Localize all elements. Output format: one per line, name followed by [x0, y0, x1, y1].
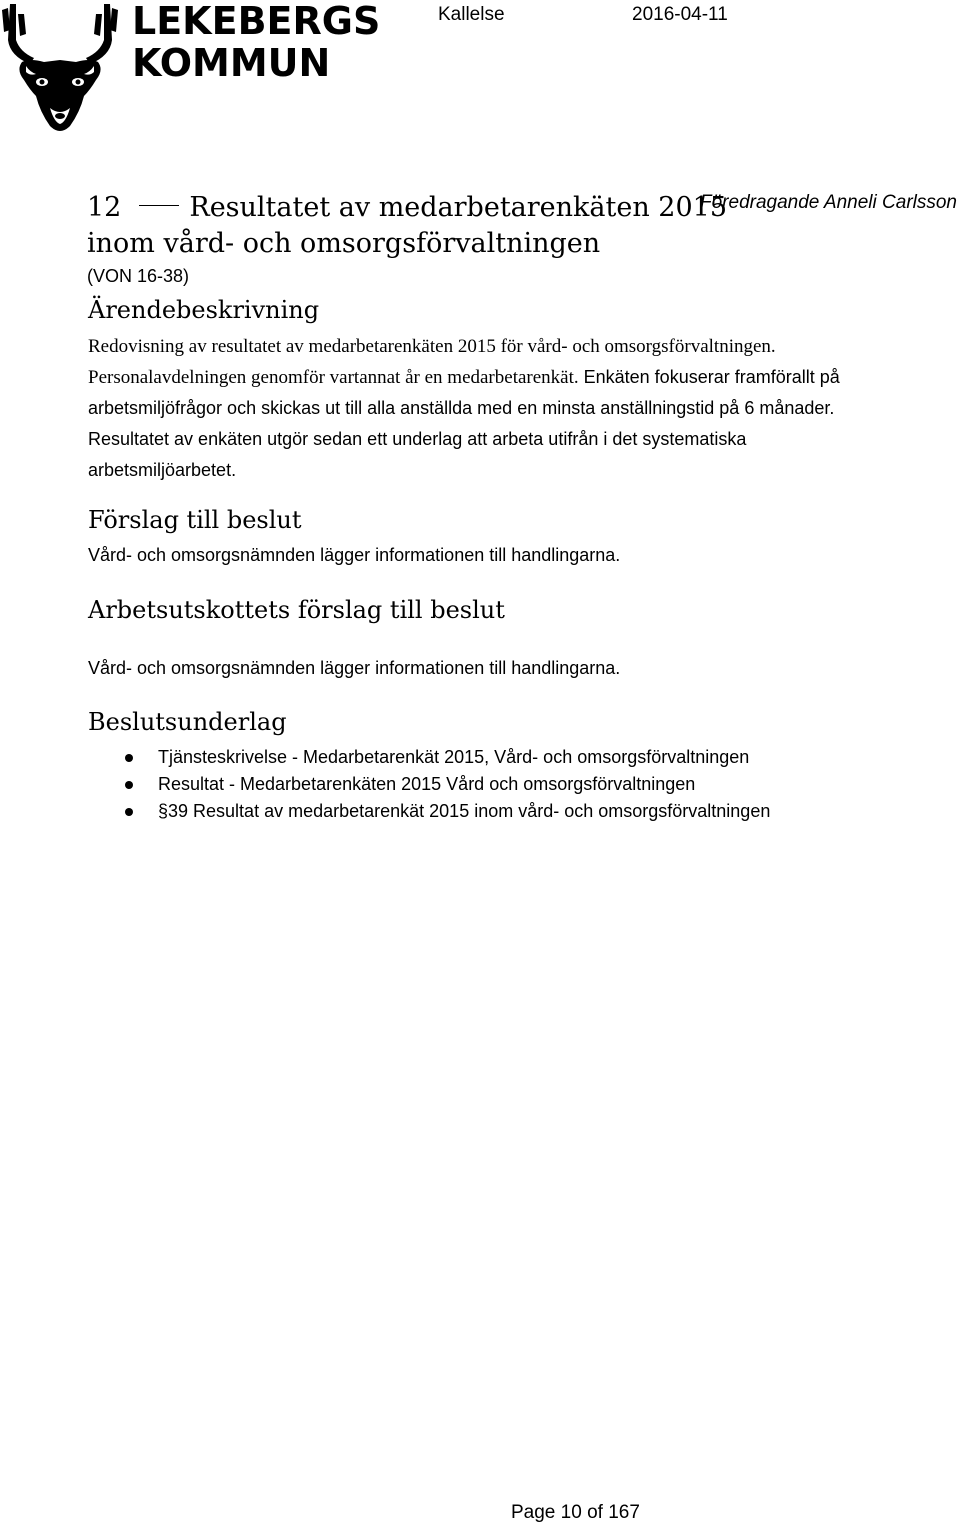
proposal-text [88, 540, 958, 571]
basis-item [120, 771, 770, 798]
bullet-icon [125, 808, 133, 816]
item-title [87, 190, 727, 262]
bullet-icon [125, 781, 133, 789]
proposal-heading: Förslag till beslut [88, 506, 302, 534]
description-text [88, 331, 958, 486]
basis-item [120, 744, 770, 771]
document-date: 2016-04-11 [632, 4, 728, 25]
wordmark-line2: KOMMUN [132, 41, 331, 85]
item-title-line2: inom vård- och omsorgsförvaltningen [87, 228, 601, 259]
description-heading: Ärendebeskrivning [88, 296, 320, 324]
description-line: arbetsmiljöarbetet. [88, 460, 237, 480]
basis-item-text: Tjänsteskrivelse - Medarbetarenkät 2015, Vård- och omsorgsförvaltningen [158, 747, 750, 767]
basis-list [120, 744, 770, 825]
item-title-line1 [87, 190, 727, 226]
basis-item [120, 798, 770, 825]
wordmark-line1: LEKEBERGS [132, 0, 381, 43]
municipality-wordmark [132, 0, 380, 84]
municipality-logo [0, 0, 120, 140]
description-line: arbetsmiljöfrågor och skickas ut till alla anställda med en minsta anställningstid på 6 månader. [88, 398, 835, 418]
proposal-line: Vård- och omsorgsnämnden lägger informationen till handlingarna. [88, 545, 621, 565]
description-line: Resultatet av enkäten utgör sedan ett underlag att arbeta utifrån i det systematiska [88, 429, 747, 449]
committee-text [88, 653, 958, 684]
committee-line: Vård- och omsorgsnämnden lägger informationen till handlingarna. [88, 658, 621, 678]
presenter: Föredragande Anneli Carlsson [700, 192, 958, 213]
committee-heading: Arbetsutskottets förslag till beslut [88, 596, 505, 624]
page-number: Page 10 of 167 [511, 1502, 640, 1523]
item-number: 12 [87, 192, 122, 223]
description-line-part: Enkäten fokuserar framförallt på [578, 367, 840, 387]
basis-item-text: Resultat - Medarbetarenkäten 2015 Vård och omsorgsförvaltningen [158, 774, 696, 794]
reference-number: (VON 16-38) [87, 266, 190, 286]
bullet-icon [125, 754, 133, 762]
basis-item-text: §39 Resultat av medarbetarenkät 2015 inom vård- och omsorgsförvaltningen [158, 801, 771, 821]
description-line [88, 362, 958, 393]
basis-heading: Beslutsunderlag [88, 708, 287, 736]
description-line-part: Personalavdelningen genomför vartannat år en medarbetarenkät. [88, 367, 579, 388]
item-title-text1: Resultatet av medarbetarenkäten 2015 [189, 192, 728, 223]
document-type: Kallelse [438, 4, 505, 25]
title-dash [139, 205, 179, 206]
description-line: Redovisning av resultatet av medarbetarenkäten 2015 för vård- och omsorgsförvaltningen. [88, 336, 776, 357]
